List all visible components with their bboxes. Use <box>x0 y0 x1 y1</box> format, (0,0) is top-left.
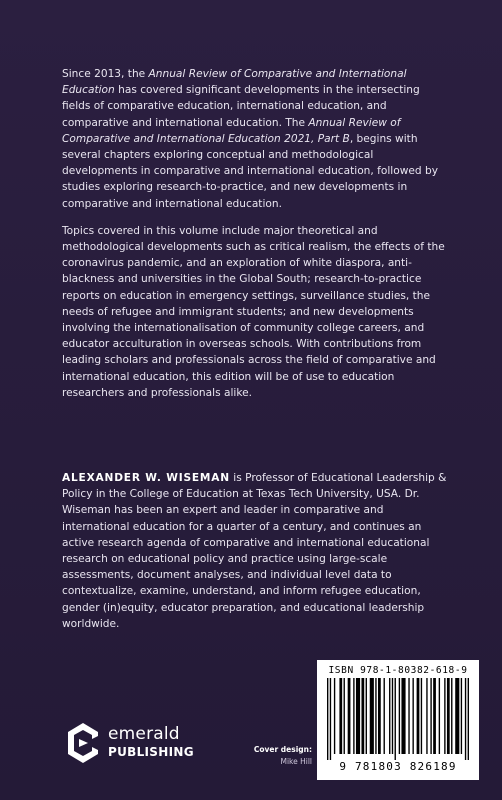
author-name: ALEXANDER W. WISEMAN <box>62 472 230 484</box>
barcode-bar <box>461 678 462 754</box>
barcode-bar <box>408 678 409 754</box>
author-bio-text: is Professor of Educational Leadership & Policy in the College of Education at Texas Tech University, USA. Dr. Wiseman has been an expert and leader in comparative and international education for a quarter of a century, and continues an active research agenda of comparative and international educational research on educational policy and practice using large-scale assessments, document analyses, and individual level data to contextualize, examine, understand, and inform refugee education, gender (in)equity, educator preparation, and educational leadership worldwide. <box>62 472 447 630</box>
cover-designer: Mike Hill <box>280 757 312 766</box>
barcode-bar <box>334 678 335 754</box>
barcode-bar <box>344 678 345 754</box>
volume-title: Annual Review of Comparative and International Education 2021, Part B <box>62 116 401 145</box>
barcode-bar <box>447 678 450 754</box>
barcode-bar <box>384 678 385 754</box>
barcode-bar <box>366 678 367 754</box>
description-text: , begins with several chapters exploring conceptual and methodological developments in comparative and international education, followed by studies exploring research-to-practice, and new developments in comparative and international education. <box>62 132 438 210</box>
barcode-bar <box>353 678 354 754</box>
barcode-bar <box>378 678 381 754</box>
barcode-bar <box>395 678 396 760</box>
barcode-bars-icon <box>325 678 471 760</box>
description-paragraph-2: Topics covered in this volume include major theoretical and methodological developments such as critical realism, the effects of the coronavirus pandemic, and an exploration of white diaspora, anti-blackness and universities in the Global South; research-to-practice reports on education in emergency settings, surveillance studies, the needs of refugee and immigrant students; and new developments involving the internationalisation of community college careers, and educator acculturation in overseas schools. With contributions from leading scholars and professionals across the field of comparative and international education, this edition will be of use to education researchers and professionals alike. <box>62 224 445 399</box>
barcode-bar <box>339 678 342 754</box>
publisher-name: emerald <box>108 724 180 744</box>
barcode-bar <box>401 678 405 754</box>
barcode-bar <box>412 678 413 754</box>
barcode-bar <box>451 678 452 754</box>
cover-credit-label: Cover design: <box>253 745 312 754</box>
description-text: has covered significant developments in the intersecting fields of comparative education, international education, and comparative and international education. The <box>62 84 420 129</box>
barcode-bar <box>426 678 427 754</box>
barcode-bar <box>375 678 376 754</box>
emerald-logo-icon <box>66 722 100 764</box>
barcode-bar <box>399 678 400 754</box>
barcode-bar <box>370 678 374 754</box>
barcode-bar <box>455 678 459 754</box>
cover-credit <box>242 744 312 768</box>
description-text: Since 2013, the <box>62 68 149 80</box>
barcode-bar <box>430 678 431 754</box>
author-bio <box>62 470 448 632</box>
barcode-bar <box>348 678 351 754</box>
isbn-label: ISBN 978-1-80382-618-9 <box>328 665 468 676</box>
barcode-bar <box>392 678 393 754</box>
barcode-bar <box>468 678 469 760</box>
barcode-bar <box>465 678 466 760</box>
barcode-bar <box>417 678 420 754</box>
barcode-digits: 9 781803 826189 <box>339 760 457 773</box>
barcode-bar <box>439 678 440 754</box>
barcode-bar <box>361 678 364 754</box>
barcode-bar <box>421 678 422 754</box>
publisher-subname: PUBLISHING <box>108 745 194 759</box>
barcode-bar <box>356 678 360 754</box>
barcode-bar <box>389 678 390 754</box>
description-paragraph-1 <box>62 66 448 212</box>
book-description <box>62 66 448 412</box>
isbn-barcode <box>317 660 479 780</box>
barcode-bar <box>433 678 436 754</box>
publisher-logo <box>66 722 216 766</box>
series-title: Annual Review of Comparative and International Education <box>62 68 407 97</box>
barcode-bar <box>444 678 445 754</box>
barcode-bar <box>327 678 328 760</box>
barcode-bar <box>330 678 331 760</box>
